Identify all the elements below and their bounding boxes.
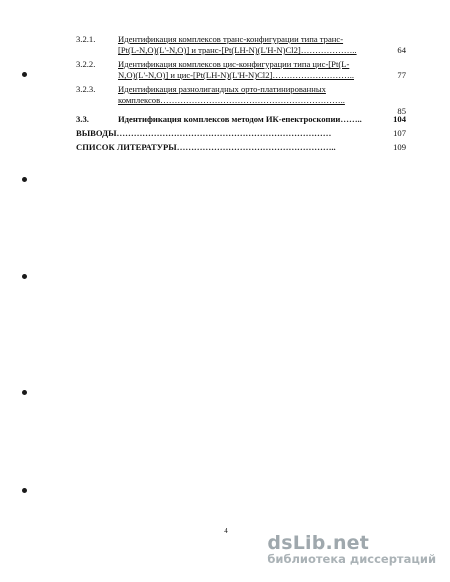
toc-entry-title-line: Идентификация комплексов цис-конфигурации типа цис-[Pt(L- — [118, 59, 350, 69]
toc-entry-title-line: Идентификация комплексов методом ИК-епектроскопии…….. — [118, 114, 362, 124]
binding-hole-dot — [22, 390, 27, 395]
watermark-logo: dsLib.net — [267, 532, 370, 554]
toc-entry-page: 107 — [393, 128, 406, 138]
binding-hole-dot — [22, 72, 27, 77]
toc-entry-title-line: N,O)(L'-N,O)] и цис-[Pt(LH-N)(L'H-N)Cl2]……………………….. — [118, 70, 354, 80]
toc-entry-title-line: Идентификация разнолигандных орто-платинированных — [118, 84, 326, 94]
toc-entry-number: 3.2.3. — [76, 84, 96, 94]
toc-entry-3-2-1[interactable] — [76, 34, 406, 56]
toc-entry-title-line: комплексов……………………………………………………….. — [118, 95, 345, 105]
toc-entry-page: 104 — [393, 114, 406, 124]
toc-entry-title-line: СПИСОК ЛИТЕРАТУРЫ……………………………………………….. — [76, 142, 336, 152]
binding-hole-dot — [22, 177, 27, 182]
table-of-contents — [76, 34, 406, 156]
binding-hole-dot — [22, 274, 27, 279]
toc-entry-number: 3.2.1. — [76, 34, 96, 44]
toc-entry-title-line: Идентификация комплексов транс-конфигурации типа транс- — [118, 34, 344, 44]
watermark-subtitle: библиотека диссертаций — [267, 552, 436, 566]
toc-entry-page: 64 — [397, 45, 406, 55]
toc-entry-page: 77 — [397, 70, 406, 80]
toc-entry-page: 109 — [393, 142, 406, 152]
toc-entry-3-2-3[interactable] — [76, 84, 406, 117]
toc-entry-3-3[interactable] — [76, 114, 406, 125]
watermark — [267, 533, 436, 566]
toc-entry-number: 3.2.2. — [76, 59, 96, 69]
page-number: 4 — [224, 527, 228, 535]
toc-entry-page: 85 — [397, 106, 406, 116]
toc-entry-conclusions[interactable] — [76, 128, 406, 139]
binding-hole-dot — [22, 488, 27, 493]
toc-entry-title-line: ВЫВОДЫ………………………………………………………………… — [76, 128, 332, 138]
toc-entry-number: 3.3. — [76, 114, 89, 124]
toc-entry-title-line: [Pt(L-N,O)(L'-N,O)] и транс-[Pt(LH-N)(L'H-N)Cl2]……………….. — [118, 45, 357, 55]
toc-entry-3-2-2[interactable] — [76, 59, 406, 81]
toc-entry-references[interactable] — [76, 142, 406, 153]
